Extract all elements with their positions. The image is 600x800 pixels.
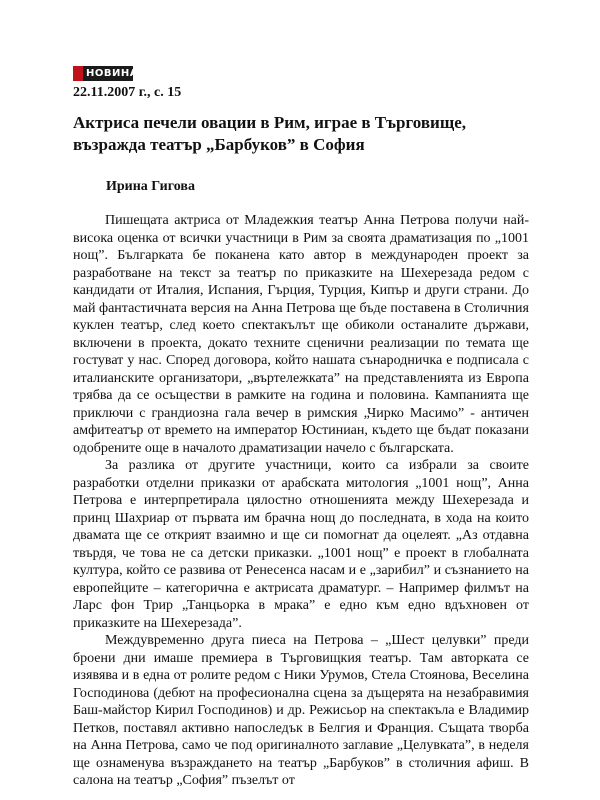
article-body [73, 212, 529, 790]
logo-text: НОВИНАР [86, 68, 146, 79]
article-paragraph: Пишещата актриса от Младежкия театър Анна Петрова получи най-висока оценка от всички участници в Рим за своята драматизация по „1001 нощ”. Българката бе поканена като автор в международен проект за разработване на текст за театър по приказките на Шехерезада редом с кандидати от Италия, Испания, Гърция, Турция, Кипър и други страни. До май фантастичната версия на Анна Петрова ще бъде поставена в Столичния куклен театър, след което спектакълът ще обиколи останалите държави, включени в проекта, докато техните сценични реализации по темата ще гостуват у нас. Според договора, който нашата сънародничка е подписала с италианските организатори, „въртележката” на представленията из Европа трябва да се осъществи в рамките на година и половина. Кампанията ще приключи с грандиозна гала вечер в римския „Чирко Масимо” - античен амфитеатър от времето на император Юстиниан, където ще бъдат показани одобрените още в началото драматизации начело с българската. [73, 213, 529, 456]
issue-date-page: 22.11.2007 г., с. 15 [73, 85, 182, 100]
article-headline: Актриса печели овации в Рим, играе в Търговище, възражда театър „Барбуков” в София [73, 113, 466, 154]
article-paragraph: Междувременно друга пиеса на Петрова – „Шест целувки” преди броени дни имаше премиера в Търговищкия театър. Там авторката се изявява и в една от ролите редом с Ники Урумов, Стела Стоянова, Веселина Господинова (дебют на професионална сцена за дъщерята на незабравимия Баш-майстор Кирил Господинов) и др. Режисьор на спектакъла е Владимир Петков, поставял активно напоследък в Белгия и Франция. Същата творба на Анна Петрова, само че под оригиналното заглавие „Целувката”, в неделя ще ознаменува възраждането на театър „Барбуков” в столичния афиш. В салона на театър „София” пъзелът от [73, 633, 529, 788]
logo-mark-icon [73, 66, 83, 81]
novinar-logo [73, 66, 146, 81]
article-author: Ирина Гигова [106, 179, 195, 194]
article-paragraph: За разлика от другите участници, които са избрали за своите разработки отделни приказки от арабската митология „1001 нощ”, Анна Петрова е интерпретирала цялостно отношенията между Шехерезада и принц Шахриар от първата им брачна нощ до последната, в хода на които двамата ще се открият взаимно и ще си помогнат да оцелеят. „Аз отдавна твърдя, че това не са детски приказки. „1001 нощ” е проект в глобалната култура, който се развива от Ренесенса насам и е „зарибил” и съзнанието на европейците – категорична е актрисата драматург. – Например филмът на Ларс фон Трир „Танцьорка в мрака” е едно към едно вдъхновен от приказките на Шехерезада”. [73, 458, 529, 631]
